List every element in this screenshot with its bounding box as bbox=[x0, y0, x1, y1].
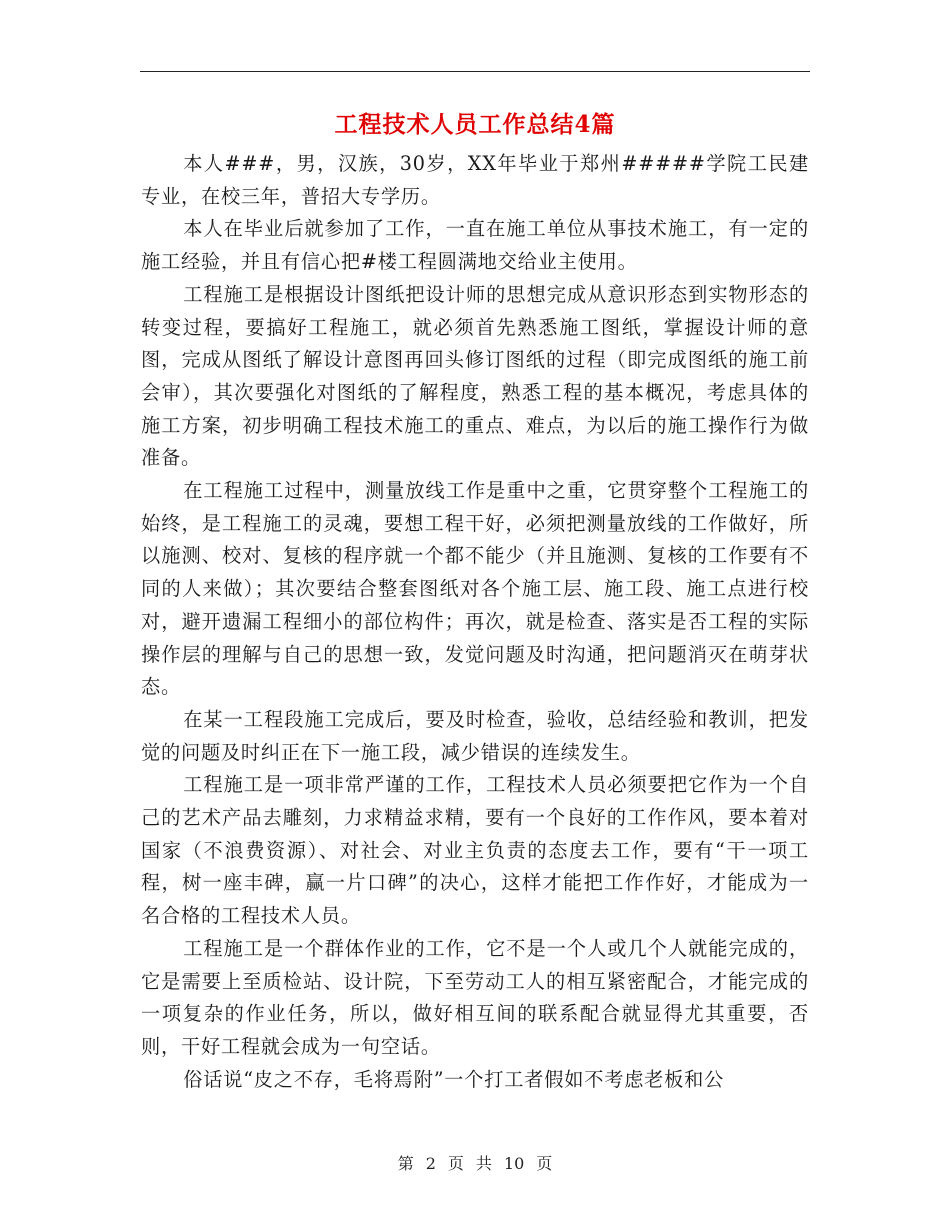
paragraph-6: 工程施工是一项非常严谨的工作，工程技术人员必须要把它作为一个自己的艺术产品去雕刻，力求精益求精，要有一个良好的工作作风，要本着对国家（不浪费资源）、对社会、对业主负责的态度去工作，要有“干一项工程，树一座丰碑，赢一片口碑”的决心，这样才能把工作作好，才能成为一名合格的工程技术人员。 bbox=[141, 773, 809, 928]
paragraph-7: 工程施工是一个群体作业的工作，它不是一个人或几个人就能完成的，它是需要上至质检站、设计院，下至劳动工人的相互紧密配合，才能完成的一项复杂的作业任务，所以，做好相互间的联系配合就显得尤其重要，否则，干好工程就会成为一句空话。 bbox=[141, 936, 809, 1058]
paragraph-2: 本人在毕业后就参加了工作，一直在施工单位从事技术施工，有一定的施工经验，并且有信心把#楼工程圆满地交给业主使用。 bbox=[141, 217, 809, 274]
footer-page-unit: 页 bbox=[447, 1154, 464, 1173]
paragraph-4: 在工程施工过程中，测量放线工作是重中之重，它贯穿整个工程施工的始终，是工程施工的灵魂，要想工程干好，必须把测量放线的工作做好，所以施测、校对、复核的程序就一个都不能少（并且施测、复核的工作要有不同的人来做）；其次要结合整套图纸对各个施工层、施工段、施工点进行校对，避开遗漏工程细小的部位构件；再次，就是检查、落实是否工程的实际操作层的理解与自己的思想一致，发觉问题及时沟通，把问题消灭在萌芽状态。 bbox=[141, 479, 809, 699]
page-footer bbox=[140, 1152, 810, 1176]
paragraph-3: 工程施工是根据设计图纸把设计师的思想完成从意识形态到实物形态的转变过程，要搞好工程施工，就必须首先熟悉施工图纸，掌握设计师的意图，完成从图纸了解设计意图再回头修订图纸的过程（即完成图纸的施工前会审），其次要强化对图纸的了解程度，熟悉工程的基本概况，考虑具体的施工方案，初步明确工程技术施工的重点、难点，为以后的施工操作行为做准备。 bbox=[141, 282, 809, 470]
footer-total-prefix: 共 bbox=[475, 1154, 492, 1173]
header-rule bbox=[140, 71, 810, 72]
paragraph-8: 俗话说“皮之不存，毛将焉附”一个打工者假如不考虑老板和公 bbox=[183, 1067, 725, 1091]
paragraph-1: 本人###，男，汉族，30岁，XX年毕业于郑州#####学院工民建专业，在校三年，普招大专学历。 bbox=[141, 152, 809, 208]
footer-page-prefix: 第 bbox=[397, 1154, 414, 1173]
document-title: 工程技术人员工作总结4篇 bbox=[334, 111, 616, 138]
footer-total-unit: 页 bbox=[536, 1154, 553, 1173]
footer-total-pages: 10 bbox=[503, 1154, 525, 1173]
paragraph-5: 在某一工程段施工完成后，要及时检查，验收，总结经验和教训，把发觉的问题及时纠正在下一施工段，减少错误的连续发生。 bbox=[141, 707, 809, 764]
footer-page-number: 2 bbox=[425, 1154, 436, 1173]
document-body bbox=[141, 148, 809, 1096]
